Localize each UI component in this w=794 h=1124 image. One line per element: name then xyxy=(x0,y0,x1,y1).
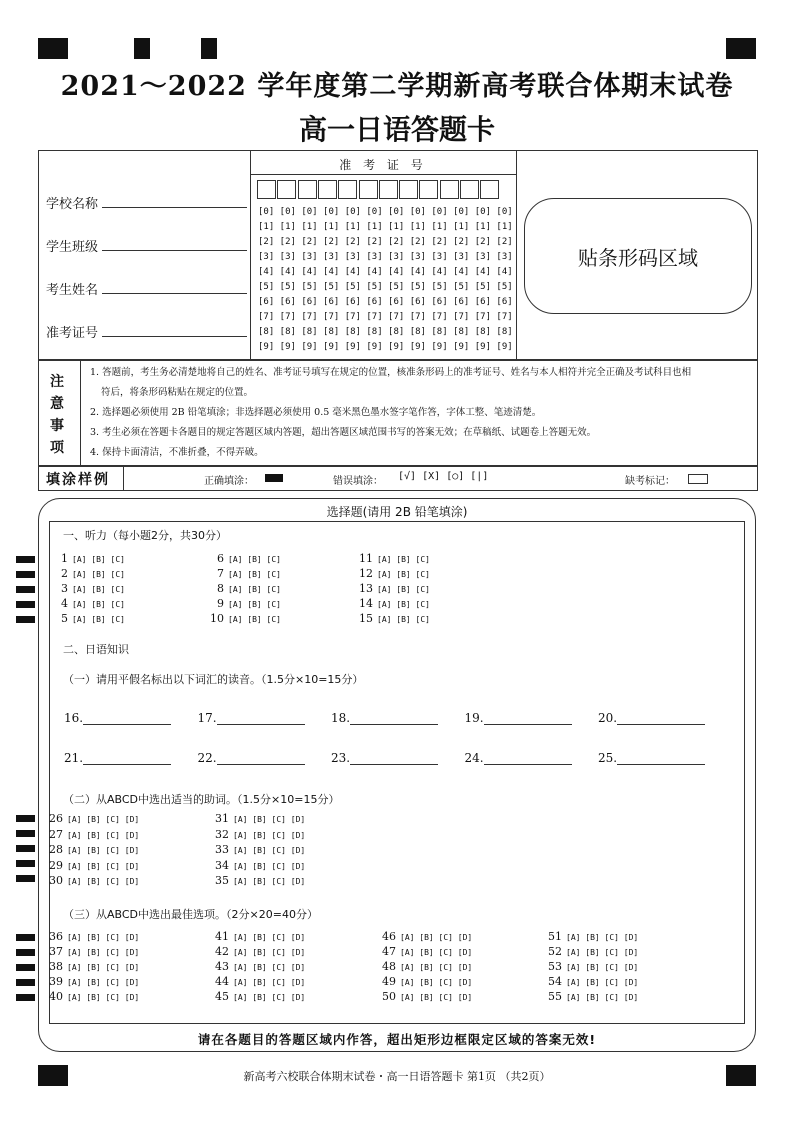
question-row[interactable] xyxy=(50,567,125,580)
fill-in-blank[interactable] xyxy=(331,751,438,765)
student-field-label: 准考证号 xyxy=(46,326,99,341)
question-row[interactable] xyxy=(211,843,305,856)
question-row[interactable] xyxy=(355,552,430,565)
question-number: 5 xyxy=(61,612,68,625)
sub1-heading: （一）请用平假名标出以下词汇的读音。（1.5分×10=15分） xyxy=(63,673,364,686)
answer-options[interactable]: [A] [B] [C] xyxy=(377,615,430,624)
student-field-input[interactable] xyxy=(102,250,247,251)
timing-mark xyxy=(16,830,35,837)
blank-line[interactable] xyxy=(350,723,438,725)
question-row[interactable] xyxy=(211,930,305,943)
question-number: 50 xyxy=(382,990,396,1003)
question-number: 47 xyxy=(382,945,396,958)
blank-number: 24. xyxy=(464,751,484,765)
timing-mark xyxy=(16,964,35,971)
exam-id-write-cell[interactable] xyxy=(338,180,357,199)
answer-options[interactable]: [A] [B] [C] [D] xyxy=(566,948,639,957)
notes-label-char: 注 xyxy=(50,374,64,390)
absent-mark-box[interactable] xyxy=(688,474,708,484)
circle-mark-icon: [○] xyxy=(446,471,465,482)
answer-options[interactable]: [A] [B] [C] [D] xyxy=(67,933,140,942)
answer-options[interactable]: [A] [B] [C] [D] xyxy=(566,933,639,942)
question-row[interactable] xyxy=(544,930,638,943)
timing-mark xyxy=(16,845,35,852)
question-row[interactable] xyxy=(206,597,281,610)
timing-mark xyxy=(16,934,35,941)
question-row[interactable] xyxy=(45,812,139,825)
question-number: 8 xyxy=(217,582,224,595)
exam-id-write-cell[interactable] xyxy=(298,180,317,199)
bar-mark-icon: [|] xyxy=(470,471,489,482)
question-number: 13 xyxy=(359,582,373,595)
answer-options[interactable]: [A] [B] [C] xyxy=(377,600,430,609)
question-row[interactable] xyxy=(45,828,139,841)
answer-options[interactable]: [A] [B] [C] [D] xyxy=(67,993,140,1002)
fill-in-blank[interactable] xyxy=(198,711,305,725)
question-row[interactable] xyxy=(378,945,472,958)
answer-options[interactable]: [A] [B] [C] [D] xyxy=(67,978,140,987)
exam-id-write-cell[interactable] xyxy=(480,180,499,199)
question-number: 42 xyxy=(215,945,229,958)
blank-line[interactable] xyxy=(484,723,572,725)
answer-options[interactable]: [A] [B] [C] [D] xyxy=(67,815,140,824)
blank-line[interactable] xyxy=(83,763,171,765)
blank-line[interactable] xyxy=(617,723,705,725)
exam-id-digit-row[interactable]: [8] [8] [8] [8] [8] [8] [8] [8] [8] [8] [8] [8] xyxy=(258,327,513,337)
blank-number: 19. xyxy=(464,711,484,725)
question-number: 54 xyxy=(548,975,562,988)
question-row[interactable] xyxy=(50,612,125,625)
fill-sample-label: 填涂样例 xyxy=(46,472,110,488)
fill-in-blank[interactable] xyxy=(598,751,705,765)
exam-id-digit-row[interactable]: [4] [4] [4] [4] [4] [4] [4] [4] [4] [4] [4] [4] xyxy=(258,267,513,277)
question-number: 9 xyxy=(217,597,224,610)
wrong-fill-label: 错误填涂： xyxy=(333,476,383,487)
exam-id-digit-row[interactable]: [7] [7] [7] [7] [7] [7] [7] [7] [7] [7] [7] [7] xyxy=(258,312,513,322)
question-number: 40 xyxy=(49,990,63,1003)
timing-mark xyxy=(16,815,35,822)
timing-mark xyxy=(16,860,35,867)
cross-mark-icon: [X] xyxy=(422,471,441,482)
divider xyxy=(80,359,81,466)
blank-line[interactable] xyxy=(617,763,705,765)
blank-number: 23. xyxy=(331,751,351,765)
answer-options[interactable]: [A] [B] [C] [D] xyxy=(233,846,306,855)
question-row[interactable] xyxy=(211,975,305,988)
question-row[interactable] xyxy=(211,945,305,958)
answer-options[interactable]: [A] [B] [C] xyxy=(72,555,125,564)
question-row[interactable] xyxy=(378,990,472,1003)
sub2-heading: （二）从ABCD中选出适当的助词。（1.5分×10=15分） xyxy=(63,793,340,806)
question-row[interactable] xyxy=(211,828,305,841)
question-row[interactable] xyxy=(45,960,139,973)
answer-options[interactable]: [A] [B] [C] [D] xyxy=(400,993,473,1002)
answer-options[interactable]: [A] [B] [C] [D] xyxy=(67,877,140,886)
question-row[interactable] xyxy=(206,612,281,625)
blank-number: 22. xyxy=(197,751,217,765)
barcode-label: 贴条形码区域 xyxy=(578,246,698,270)
question-number: 35 xyxy=(215,874,229,887)
question-number: 15 xyxy=(359,612,373,625)
exam-title: 2021～2022 学年度第二学期新高考联合体期末试卷 xyxy=(60,71,734,102)
question-row[interactable] xyxy=(211,990,305,1003)
fill-in-blank[interactable] xyxy=(198,751,305,765)
question-number: 53 xyxy=(548,960,562,973)
exam-id-write-cell[interactable] xyxy=(419,180,438,199)
answer-options[interactable]: [A] [B] [C] [D] xyxy=(233,830,306,840)
answer-options[interactable]: [A] [B] [C] [D] xyxy=(67,963,140,972)
answer-options[interactable]: [A] [B] [C] [D] xyxy=(566,963,639,972)
fill-in-blank[interactable] xyxy=(64,711,171,725)
question-number: 32 xyxy=(215,827,229,841)
exam-id-write-cell[interactable] xyxy=(440,180,459,199)
question-row[interactable] xyxy=(50,552,125,565)
question-number: 55 xyxy=(548,990,562,1003)
notes-item: 3. 考生必须在答题卡各题目的规定答题区域内答题，超出答题区域范围书写的答案无效；在草稿纸、试题卷上答题无效。 xyxy=(90,427,597,438)
fill-in-blank[interactable] xyxy=(331,711,438,725)
student-field-label: 学生班级 xyxy=(46,240,99,255)
fill-in-blank[interactable] xyxy=(598,711,705,725)
question-row[interactable] xyxy=(45,843,139,856)
question-row[interactable] xyxy=(45,874,139,887)
answer-options[interactable]: [A] [B] [C] xyxy=(377,570,430,579)
student-field-label: 学校名称 xyxy=(46,197,99,212)
answer-warning: 请在各题目的答题区域内作答，超出矩形边框限定区域的答案无效! xyxy=(197,1032,597,1047)
question-number: 34 xyxy=(215,858,229,872)
question-number: 4 xyxy=(61,597,68,610)
question-row[interactable] xyxy=(355,582,430,595)
answer-options[interactable]: [A] [B] [C] [D] xyxy=(400,933,473,942)
notes-label-char: 意 xyxy=(50,396,64,412)
timing-mark xyxy=(16,601,35,608)
question-number: 52 xyxy=(548,945,562,958)
answer-options[interactable]: [A] [B] [C] xyxy=(228,585,281,594)
answer-options[interactable]: [A] [B] [C] [D] xyxy=(233,993,306,1002)
exam-id-digit-row[interactable]: [9] [9] [9] [9] [9] [9] [9] [9] [9] [9] [9] [9] xyxy=(258,342,513,352)
answer-options[interactable]: [A] [B] [C] [D] xyxy=(67,830,140,840)
question-row[interactable] xyxy=(45,945,139,958)
question-row[interactable] xyxy=(544,960,638,973)
question-number: 43 xyxy=(215,960,229,973)
fill-in-blank[interactable] xyxy=(64,751,171,765)
question-row[interactable] xyxy=(378,975,472,988)
blank-number: 17. xyxy=(197,711,217,725)
card-title: 高一日语答题卡 xyxy=(298,113,495,146)
question-row[interactable] xyxy=(211,874,305,887)
answer-options[interactable]: [A] [B] [C] xyxy=(72,585,125,594)
question-number: 6 xyxy=(217,552,224,565)
question-row[interactable] xyxy=(50,582,125,595)
question-number: 46 xyxy=(382,930,396,943)
question-row[interactable] xyxy=(211,859,305,872)
positioning-mark xyxy=(201,38,217,59)
exam-id-digit-row[interactable]: [6] [6] [6] [6] [6] [6] [6] [6] [6] [6] [6] [6] xyxy=(258,297,513,307)
question-row[interactable] xyxy=(355,612,430,625)
question-number: 51 xyxy=(548,930,562,943)
answer-options[interactable]: [A] [B] [C] xyxy=(228,555,281,564)
question-number: 39 xyxy=(49,975,63,988)
exam-id-write-cell[interactable] xyxy=(359,180,378,199)
exam-id-digit-row[interactable]: [3] [3] [3] [3] [3] [3] [3] [3] [3] [3] [3] [3] xyxy=(258,252,513,262)
question-number: 41 xyxy=(215,930,229,943)
exam-id-write-cell[interactable] xyxy=(399,180,418,199)
check-mark-icon: [√] xyxy=(398,471,417,482)
answer-options[interactable]: [A] [B] [C] xyxy=(72,570,125,579)
answer-options[interactable]: [A] [B] [C] xyxy=(228,570,281,579)
question-row[interactable] xyxy=(206,567,281,580)
answer-options[interactable]: [A] [B] [C] [D] xyxy=(566,978,639,987)
blank-line[interactable] xyxy=(350,763,438,765)
answer-options[interactable]: [A] [B] [C] xyxy=(72,615,125,624)
notes-item: 符后，将条形码粘贴在规定的位置。 xyxy=(101,387,254,398)
question-number: 38 xyxy=(49,960,63,973)
exam-id-write-cell[interactable] xyxy=(277,180,296,199)
divider xyxy=(123,465,124,490)
answer-options[interactable]: [A] [B] [C] xyxy=(72,600,125,609)
question-number: 37 xyxy=(49,945,63,958)
answer-options[interactable]: [A] [B] [C] [D] xyxy=(400,948,473,957)
question-row[interactable] xyxy=(378,930,472,943)
question-number: 27 xyxy=(49,827,63,841)
question-number: 33 xyxy=(215,843,229,856)
fill-in-blank[interactable] xyxy=(465,711,572,725)
timing-mark xyxy=(16,949,35,956)
blank-number: 25. xyxy=(598,751,618,765)
answer-options[interactable]: [A] [B] [C] [D] xyxy=(400,963,473,972)
timing-mark xyxy=(16,979,35,986)
timing-mark xyxy=(16,994,35,1001)
question-row[interactable] xyxy=(544,945,638,958)
question-number: 44 xyxy=(215,975,229,988)
question-row[interactable] xyxy=(211,812,305,825)
timing-mark xyxy=(16,875,35,882)
fill-in-blank[interactable] xyxy=(465,751,572,765)
notes-item: 4. 保持卡面清洁，不准折叠，不得弄破。 xyxy=(90,447,264,458)
question-row[interactable] xyxy=(544,990,638,1003)
exam-id-write-cell[interactable] xyxy=(318,180,337,199)
question-row[interactable] xyxy=(355,567,430,580)
timing-mark xyxy=(16,616,35,623)
student-field-input[interactable] xyxy=(102,336,247,337)
answer-header: 选择题(请用 2B 铅笔填涂) xyxy=(326,505,468,519)
wrong-fill-examples xyxy=(398,471,488,482)
student-field-input[interactable] xyxy=(102,293,247,294)
notes-item: 2. 选择题必须使用 2B 铅笔填涂；非选择题必须使用 0.5 毫米黑色墨水签字笔作答，字体工整、笔迹清楚。 xyxy=(90,407,542,418)
exam-id-write-cell[interactable] xyxy=(460,180,479,199)
divider xyxy=(250,150,251,360)
question-number: 30 xyxy=(49,874,63,887)
question-row[interactable] xyxy=(355,597,430,610)
exam-id-digit-row[interactable]: [2] [2] [2] [2] [2] [2] [2] [2] [2] [2] [2] [2] xyxy=(258,237,513,247)
notes-label-char: 事 xyxy=(50,418,64,434)
blank-number: 21. xyxy=(64,751,84,765)
positioning-mark xyxy=(726,38,756,59)
positioning-mark xyxy=(38,38,68,59)
question-row[interactable] xyxy=(211,960,305,973)
blank-number: 16. xyxy=(64,711,84,725)
exam-id-digit-row[interactable]: [0] [0] [0] [0] [0] [0] [0] [0] [0] [0] [0] [0] xyxy=(258,207,513,217)
divider xyxy=(516,150,517,360)
question-number: 48 xyxy=(382,960,396,973)
question-number: 45 xyxy=(215,990,229,1003)
answer-options[interactable]: [A] [B] [C] [D] xyxy=(233,933,306,942)
answer-options[interactable]: [A] [B] [C] xyxy=(228,600,281,609)
blank-line[interactable] xyxy=(217,723,305,725)
question-number: 14 xyxy=(359,597,373,610)
part1-heading: 一、听力（每小题2分，共30分） xyxy=(63,529,227,542)
question-row[interactable] xyxy=(544,975,638,988)
positioning-mark xyxy=(134,38,150,59)
answer-options[interactable]: [A] [B] [C] [D] xyxy=(400,978,473,987)
exam-id-write-cell[interactable] xyxy=(257,180,276,199)
blank-line[interactable] xyxy=(83,723,171,725)
question-row[interactable] xyxy=(206,582,281,595)
question-number: 26 xyxy=(49,812,63,825)
question-row[interactable] xyxy=(45,975,139,988)
timing-mark xyxy=(16,571,35,578)
answer-options[interactable]: [A] [B] [C] [D] xyxy=(233,948,306,957)
answer-options[interactable]: [A] [B] [C] [D] xyxy=(67,861,140,871)
question-number: 10 xyxy=(210,612,224,625)
timing-mark xyxy=(16,586,35,593)
blank-number: 20. xyxy=(598,711,618,725)
page-footer: 新高考六校联合体期末试卷・高一日语答题卡 第1页 （共2页） xyxy=(243,1070,551,1083)
answer-options[interactable]: [A] [B] [C] [D] xyxy=(67,846,140,855)
timing-mark xyxy=(16,556,35,563)
exam-id-digit-row[interactable]: [1] [1] [1] [1] [1] [1] [1] [1] [1] [1] [1] [1] xyxy=(258,222,513,232)
answer-options[interactable]: [A] [B] [C] [D] xyxy=(566,993,639,1002)
question-number: 1 xyxy=(61,552,68,565)
blank-line[interactable] xyxy=(217,763,305,765)
question-row[interactable] xyxy=(45,990,139,1003)
question-number: 12 xyxy=(359,567,373,580)
question-row[interactable] xyxy=(50,597,125,610)
absent-mark-label: 缺考标记： xyxy=(625,476,675,487)
question-row[interactable] xyxy=(45,930,139,943)
notes-label-char: 项 xyxy=(50,440,64,456)
student-field-input[interactable] xyxy=(102,207,247,208)
student-field-label: 考生姓名 xyxy=(46,283,99,298)
answer-options[interactable]: [A] [B] [C] xyxy=(377,585,430,594)
question-row[interactable] xyxy=(378,960,472,973)
question-number: 49 xyxy=(382,975,396,988)
divider xyxy=(250,174,516,175)
notes-item: 1. 答题前，考生务必清楚地将自己的姓名、准考证号填写在规定的位置，核准条形码上的准考证号、姓名与本人相符并完全正确及考试科目也相 xyxy=(90,367,692,378)
sub3-heading: （三）从ABCD中选出最佳选项。（2分×20=40分） xyxy=(63,908,318,921)
answer-options[interactable]: [A] [B] [C] [D] xyxy=(233,963,306,972)
answer-options[interactable]: [A] [B] [C] [D] xyxy=(67,948,140,957)
exam-id-label: 准 考 证 号 xyxy=(339,158,427,172)
correct-fill-example xyxy=(265,474,283,482)
question-row[interactable] xyxy=(45,859,139,872)
question-number: 3 xyxy=(61,582,68,595)
question-number: 36 xyxy=(49,930,63,943)
blank-number: 18. xyxy=(331,711,351,725)
answer-options[interactable]: [A] [B] [C] [D] xyxy=(233,861,306,871)
question-row[interactable] xyxy=(206,552,281,565)
answer-options[interactable]: [A] [B] [C] [D] xyxy=(233,877,306,886)
question-number: 7 xyxy=(217,567,224,580)
part2-heading: 二、日语知识 xyxy=(63,643,129,656)
exam-id-digit-row[interactable]: [5] [5] [5] [5] [5] [5] [5] [5] [5] [5] [5] [5] xyxy=(258,282,513,292)
blank-line[interactable] xyxy=(484,763,572,765)
notes-text xyxy=(90,363,750,463)
correct-fill-label: 正确填涂： xyxy=(204,476,254,487)
answer-options[interactable]: [A] [B] [C] [D] xyxy=(233,815,306,824)
question-number: 11 xyxy=(359,552,373,565)
question-number: 28 xyxy=(49,843,63,856)
question-number: 29 xyxy=(49,858,63,872)
question-number: 2 xyxy=(61,567,68,580)
answer-options[interactable]: [A] [B] [C] xyxy=(377,555,430,564)
exam-id-write-cell[interactable] xyxy=(379,180,398,199)
answer-options[interactable]: [A] [B] [C] xyxy=(228,615,281,624)
question-number: 31 xyxy=(215,812,229,825)
answer-options[interactable]: [A] [B] [C] [D] xyxy=(233,978,306,987)
